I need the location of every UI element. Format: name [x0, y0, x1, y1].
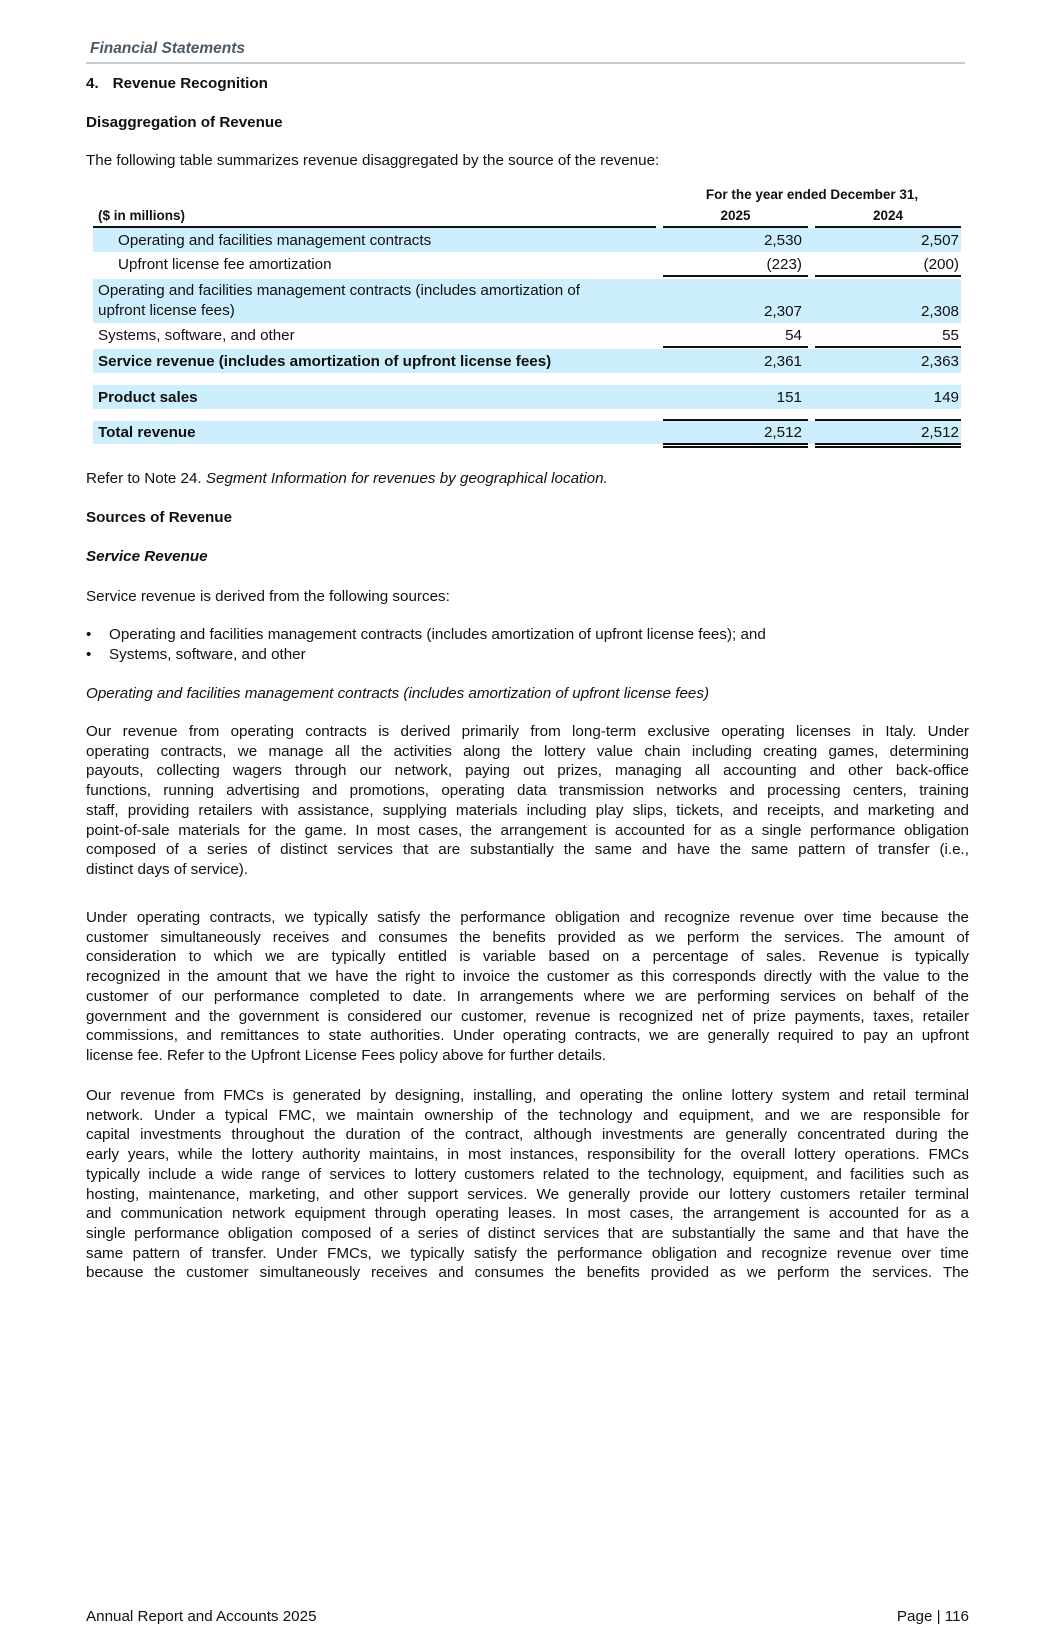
text-line: customer simultaneously receives and consumes the benefits provided as we perform the services. The amount of [86, 928, 969, 946]
row-label: Service revenue (includes amortization of upfront license fees) [98, 353, 552, 370]
text-line: network. Under a typical FMC, we maintain ownership of the technology and equipment, and we are responsible for [86, 1106, 969, 1124]
sources-list [86, 625, 766, 665]
double-underline [663, 443, 808, 448]
text-line: same pattern of transfer. Under FMCs, we typically satisfy the performance obligation and recognize revenue over time [86, 1244, 969, 1262]
list-item-text: Systems, software, and other [109, 646, 306, 663]
period-header: For the year ended December 31, [705, 187, 919, 202]
text-line: typically include a wide range of services to lottery customers related to the technology, equipment, and facilities such as [86, 1165, 969, 1183]
text-line: recognized in the amount that we have the right to invoice the customer as this corresponds directly with the value to the [86, 968, 969, 986]
row-label: Product sales [98, 389, 198, 406]
value-2024: 55 [942, 327, 959, 344]
table-row [93, 228, 961, 252]
list-item [86, 625, 766, 645]
table-row [93, 252, 961, 276]
sources-heading: Sources of Revenue [86, 509, 233, 526]
table-row [93, 323, 961, 347]
text-line: commissions, and remittances to state authorities. Under operating contracts, we are generally required to pay an upfront [86, 1027, 969, 1045]
text-line: consideration to which we are typically entitled is variable based on a percentage of sales. Revenue is typically [86, 948, 969, 966]
text-line: because the customer simultaneously receives and consumes the benefits provided as we perform the services. The [86, 1264, 969, 1282]
table-row [93, 421, 961, 444]
text-line: government and the government is considered our customer, revenue is recognized net of prize payments, taxes, retailer [86, 1007, 969, 1025]
value-2024: 2,512 [920, 424, 959, 441]
running-header: Financial Statements [90, 40, 246, 57]
value-2025: 2,361 [763, 353, 802, 370]
footer-report-title: Annual Report and Accounts 2025 [86, 1608, 317, 1625]
bullet: • [86, 646, 92, 663]
text-line: customer of our performance completed to date. In arrangements where we are performing services on behalf of the [86, 987, 969, 1005]
column-header-2024: 2024 [872, 208, 904, 223]
refer-note-prefix: Refer to Note 24. [86, 470, 206, 487]
revenue-table [0, 0, 1055, 460]
paragraph-performance-obligation [86, 908, 969, 1066]
subtotal-rule [663, 275, 808, 277]
value-2024: 2,507 [920, 232, 959, 249]
text-line: operating contracts, we manage all the activities along the lottery value chain including creating games, determining [86, 742, 969, 760]
subtotal-rule [815, 275, 961, 277]
row-label: Operating and facilities management contracts [118, 232, 432, 249]
footer-page-number: Page | 116 [896, 1608, 969, 1625]
row-label: Upfront license fee amortization [118, 256, 332, 273]
row-label-line: upfront license fees) [98, 301, 235, 319]
value-2025: 2,512 [763, 424, 802, 441]
column-header-2025: 2025 [720, 208, 751, 223]
value-2025: 2,530 [763, 232, 802, 249]
section-number: 4. [86, 75, 99, 92]
text-line: composed of a series of distinct services that are substantially the same and have the same pattern of transfer (i.e., [86, 841, 969, 859]
text-line: Our revenue from FMCs is generated by designing, installing, and operating the online lottery system and retail terminal [86, 1087, 969, 1104]
text-line: license fee. Refer to the Upfront License Fees policy above for further details. [86, 1046, 607, 1064]
subheading: Disaggregation of Revenue [86, 114, 283, 131]
row-label: Total revenue [98, 424, 196, 441]
value-2024: 2,308 [920, 303, 959, 320]
text-line: distinct days of service). [86, 860, 249, 878]
section-title: Revenue Recognition [112, 75, 268, 92]
value-2024: 2,363 [920, 353, 959, 370]
value-2025: (223) [766, 256, 802, 273]
refer-note [86, 470, 608, 487]
list-item-text: Operating and facilities management contracts (includes amortization of upfront license fees); and [109, 626, 766, 643]
row-label: Systems, software, and other [98, 327, 295, 344]
text-line: functions, running advertising and promotions, operating data transmission networks and processing centers, training [86, 782, 969, 800]
unit-label: ($ in millions) [98, 208, 186, 223]
text-line: staff, providing retailers with assistance, supplying materials including play slips, tickets, and receipts, and marketing and [86, 801, 969, 819]
service-revenue-heading: Service Revenue [86, 548, 208, 565]
list-item [86, 645, 766, 665]
subtotal-rule [815, 346, 961, 348]
refer-note-link-text: Segment Information for revenues by geographical location. [205, 470, 608, 487]
value-2024: 149 [933, 389, 959, 406]
row-label-line: Operating and facilities management contracts (includes amortization of [98, 282, 581, 299]
row-label [93, 279, 656, 323]
text-line: Under operating contracts, we typically satisfy the performance obligation and recognize revenue over time because the [86, 909, 969, 926]
value-2025: 151 [776, 389, 802, 406]
value-2024: (200) [923, 256, 959, 273]
value-2025: 2,307 [763, 303, 802, 320]
value-2025: 54 [785, 327, 802, 344]
text-line: single performance obligation composed of a series of distinct services that are substantially the same and that have the [86, 1224, 969, 1242]
text-line: capital investments throughout the duration of the contract, although investments are generally concentrated during the [86, 1126, 969, 1144]
subtotal-rule [663, 346, 808, 348]
text-line: and communication network equipment through operating leases. In most cases, the arrangement is accounted for as a [86, 1205, 969, 1223]
sources-intro: Service revenue is derived from the following sources: [86, 588, 450, 605]
double-underline [815, 443, 961, 448]
paragraph-operating-contracts [86, 722, 969, 880]
paragraph-fmcs [86, 1086, 969, 1283]
table-row [93, 279, 961, 323]
table-intro: The following table summarizes revenue disaggregated by the source of the revenue: [86, 152, 660, 169]
table-row [93, 349, 961, 373]
text-line: early years, while the lottery authority maintains, in most instances, responsibility for the overall lottery operations. FMCs [86, 1146, 969, 1164]
table-row [93, 385, 961, 409]
text-line: hosting, maintenance, marketing, and other support services. We generally provide our lottery customers retailer terminal [86, 1185, 969, 1203]
bullet: • [86, 626, 92, 643]
italic-subheading: Operating and facilities management contracts (includes amortization of upfront license fees) [86, 685, 710, 702]
text-line: payouts, collecting wagers through our network, paying out prizes, managing all accounting and other back-office [86, 762, 969, 780]
text-line: Our revenue from operating contracts is derived primarily from long-term exclusive operating licenses in Italy. Under [86, 723, 969, 740]
text-line: point-of-sale materials for the game. In most cases, the arrangement is accounted for as a single performance obligation [86, 821, 969, 839]
